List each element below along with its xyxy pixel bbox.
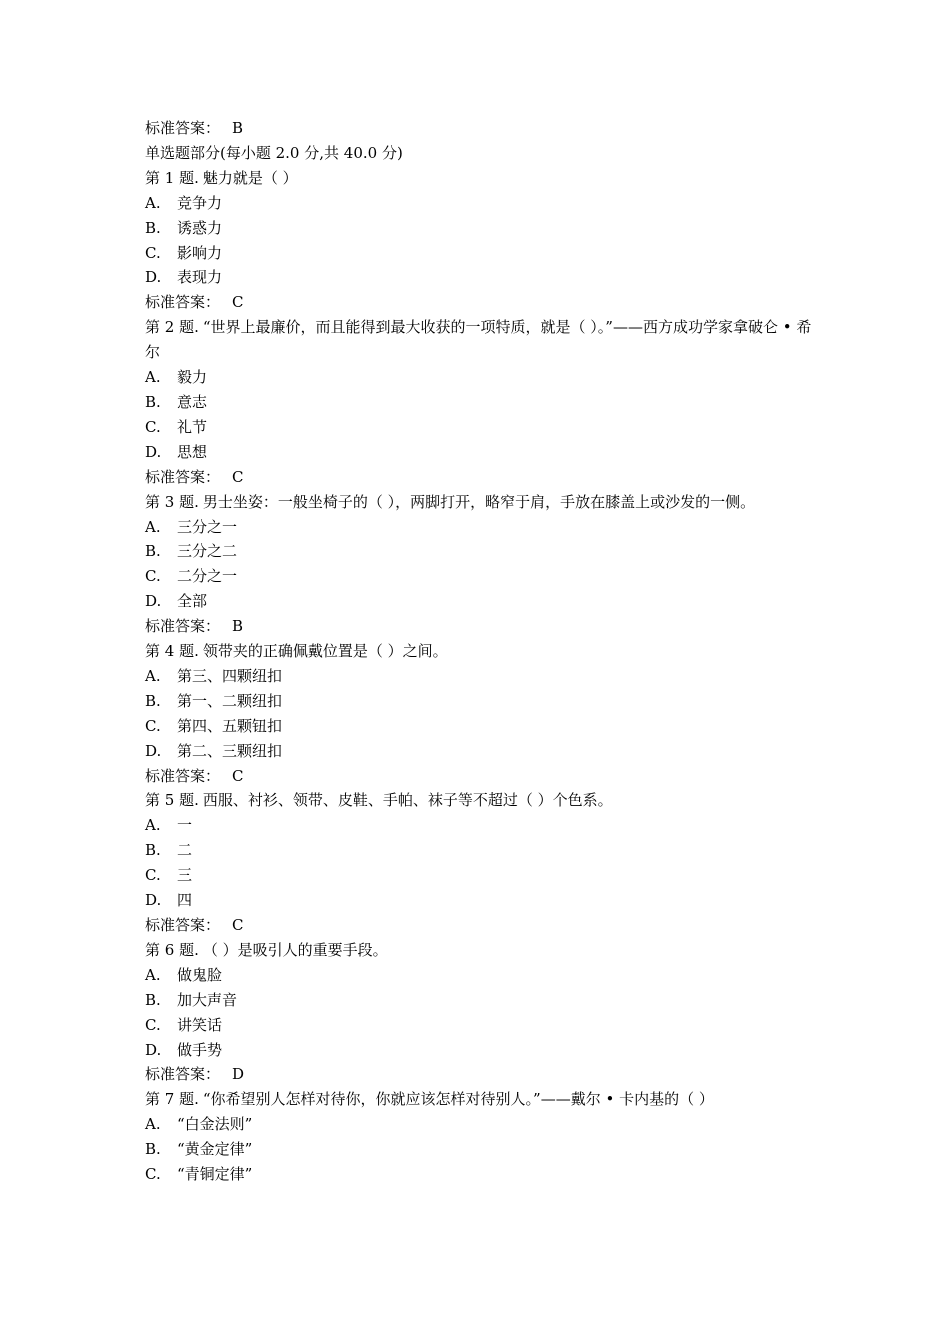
answer-value: C [232, 916, 244, 934]
option-text: 全部 [177, 592, 208, 611]
option-item [145, 988, 815, 1013]
question-text: 男士坐姿：一般坐椅子的（ ），两脚打开，略窄于肩，手放在膝盖上或沙发的一侧。 [202, 492, 756, 511]
option-item [145, 739, 815, 764]
option-letter: B. [145, 218, 161, 237]
option-letter: B. [145, 990, 161, 1009]
option-letter: C. [145, 1165, 161, 1184]
question-text: 魅力就是（ ） [202, 168, 298, 187]
option-text: 思想 [177, 442, 208, 461]
option-letter: A. [145, 816, 161, 835]
option-item [145, 1013, 815, 1038]
question-number: 第 5 题. [145, 791, 199, 810]
question-block [145, 938, 815, 1087]
question-stem [145, 490, 815, 515]
option-text: 表现力 [177, 268, 223, 287]
option-text: 礼节 [177, 417, 208, 436]
question-text: （ ）是吸引人的重要手段。 [202, 940, 388, 959]
option-item [145, 241, 815, 266]
question-text: “世界上最廉价，而且能得到最大收获的一项特质，就是（ ）。”——西方成功学家拿破仑 • 希尔 [145, 318, 812, 362]
question-number: 第 2 题. [145, 318, 199, 337]
answer-line [145, 116, 815, 141]
answer-line [145, 764, 815, 789]
option-letter: A. [145, 368, 161, 387]
option-item [145, 1162, 815, 1187]
question-text: “你希望别人怎样对待你，你就应该怎样对待别人。”——戴尔 • 卡内基的（ ） [202, 1090, 714, 1109]
question-number: 第 1 题. [145, 168, 199, 187]
option-item [145, 813, 815, 838]
answer-label: 标准答案： [145, 119, 221, 137]
question-block [145, 166, 815, 315]
option-text: 第四、五颗钮扣 [177, 716, 283, 735]
question-block [145, 1087, 815, 1187]
option-item [145, 539, 815, 564]
option-item [145, 714, 815, 739]
option-letter: C. [145, 716, 161, 735]
option-item [145, 863, 815, 888]
option-letter: B. [145, 841, 161, 860]
option-item [145, 365, 815, 390]
answer-label: 标准答案： [145, 293, 221, 312]
section-title: 单选题部分(每小题 2.0 分,共 40.0 分) [145, 143, 403, 162]
option-letter: C. [145, 243, 161, 262]
question-block [145, 315, 815, 489]
option-letter: D. [145, 592, 162, 611]
option-text: 做手势 [177, 1040, 223, 1059]
option-item [145, 1038, 815, 1063]
question-stem [145, 788, 815, 813]
option-letter: C. [145, 417, 161, 436]
option-item [145, 265, 815, 290]
option-text: 二 [177, 841, 193, 860]
option-text: 影响力 [177, 243, 223, 262]
question-block [145, 788, 815, 937]
question-block [145, 639, 815, 788]
answer-line [145, 290, 815, 315]
question-stem [145, 938, 815, 963]
answer-label: 标准答案： [145, 617, 221, 636]
option-text: 四 [177, 891, 193, 910]
answer-label: 标准答案： [145, 467, 221, 486]
option-text: “青铜定律” [177, 1165, 253, 1184]
answer-value: B [232, 617, 244, 636]
answer-line [145, 913, 815, 938]
answer-label: 标准答案： [145, 766, 221, 785]
option-text: “黄金定律” [177, 1140, 253, 1159]
option-text: 三分之二 [177, 542, 238, 561]
option-letter: A. [145, 1115, 161, 1134]
answer-line [145, 1062, 815, 1087]
option-item [145, 1137, 815, 1162]
answer-line [145, 465, 815, 490]
option-text: 毅力 [177, 368, 208, 387]
option-letter: D. [145, 891, 162, 910]
answer-value: D [232, 1065, 245, 1084]
option-text: 讲笑话 [177, 1015, 223, 1034]
option-letter: D. [145, 442, 162, 461]
option-letter: B. [145, 392, 161, 411]
option-text: 第三、四颗纽扣 [177, 666, 283, 685]
question-stem [145, 315, 815, 365]
option-letter: C. [145, 866, 161, 885]
option-item [145, 838, 815, 863]
question-number: 第 7 题. [145, 1090, 199, 1109]
answer-value: C [232, 766, 244, 785]
option-text: 三分之一 [177, 517, 238, 536]
option-item [145, 216, 815, 241]
option-letter: C. [145, 1015, 161, 1034]
option-text: 一 [177, 816, 193, 835]
option-letter: C. [145, 567, 161, 586]
option-item [145, 564, 815, 589]
option-letter: D. [145, 1040, 162, 1059]
option-item [145, 589, 815, 614]
option-item [145, 888, 815, 913]
question-text: 西服、衬衫、领带、皮鞋、手帕、袜子等不超过（ ）个色系。 [202, 791, 613, 810]
answer-value: C [232, 467, 244, 486]
option-item [145, 1112, 815, 1137]
answer-line [145, 614, 815, 639]
option-item [145, 390, 815, 415]
question-block [145, 490, 815, 639]
option-item [145, 191, 815, 216]
option-item [145, 515, 815, 540]
option-item [145, 415, 815, 440]
option-letter: B. [145, 1140, 161, 1159]
option-text: 三 [177, 866, 193, 885]
option-item [145, 664, 815, 689]
question-number: 第 3 题. [145, 492, 199, 511]
option-letter: B. [145, 542, 161, 561]
option-text: 做鬼脸 [177, 965, 223, 984]
option-text: 加大声音 [177, 990, 238, 1009]
answer-label: 标准答案： [145, 916, 221, 934]
option-letter: D. [145, 268, 162, 287]
question-number: 第 4 题. [145, 642, 199, 661]
option-item [145, 689, 815, 714]
option-text: 第二、三颗纽扣 [177, 741, 283, 760]
option-letter: A. [145, 193, 161, 212]
answer-value: B [232, 119, 244, 137]
answer-label: 标准答案： [145, 1065, 221, 1084]
option-letter: A. [145, 517, 161, 536]
option-letter: A. [145, 666, 161, 685]
option-letter: A. [145, 965, 161, 984]
option-text: 二分之一 [177, 567, 238, 586]
option-text: “白金法则” [177, 1115, 253, 1134]
option-letter: B. [145, 691, 161, 710]
answer-value: C [232, 293, 244, 312]
option-text: 第一、二颗纽扣 [177, 691, 283, 710]
question-text: 领带夹的正确佩戴位置是（ ）之间。 [202, 642, 448, 661]
option-item [145, 440, 815, 465]
question-stem [145, 166, 815, 191]
question-stem [145, 639, 815, 664]
option-item [145, 963, 815, 988]
option-letter: D. [145, 741, 162, 760]
option-text: 诱惑力 [177, 218, 223, 237]
option-text: 意志 [177, 392, 208, 411]
question-stem [145, 1087, 815, 1112]
document-page [145, 116, 815, 1187]
option-text: 竞争力 [177, 193, 223, 212]
question-number: 第 6 题. [145, 940, 199, 959]
